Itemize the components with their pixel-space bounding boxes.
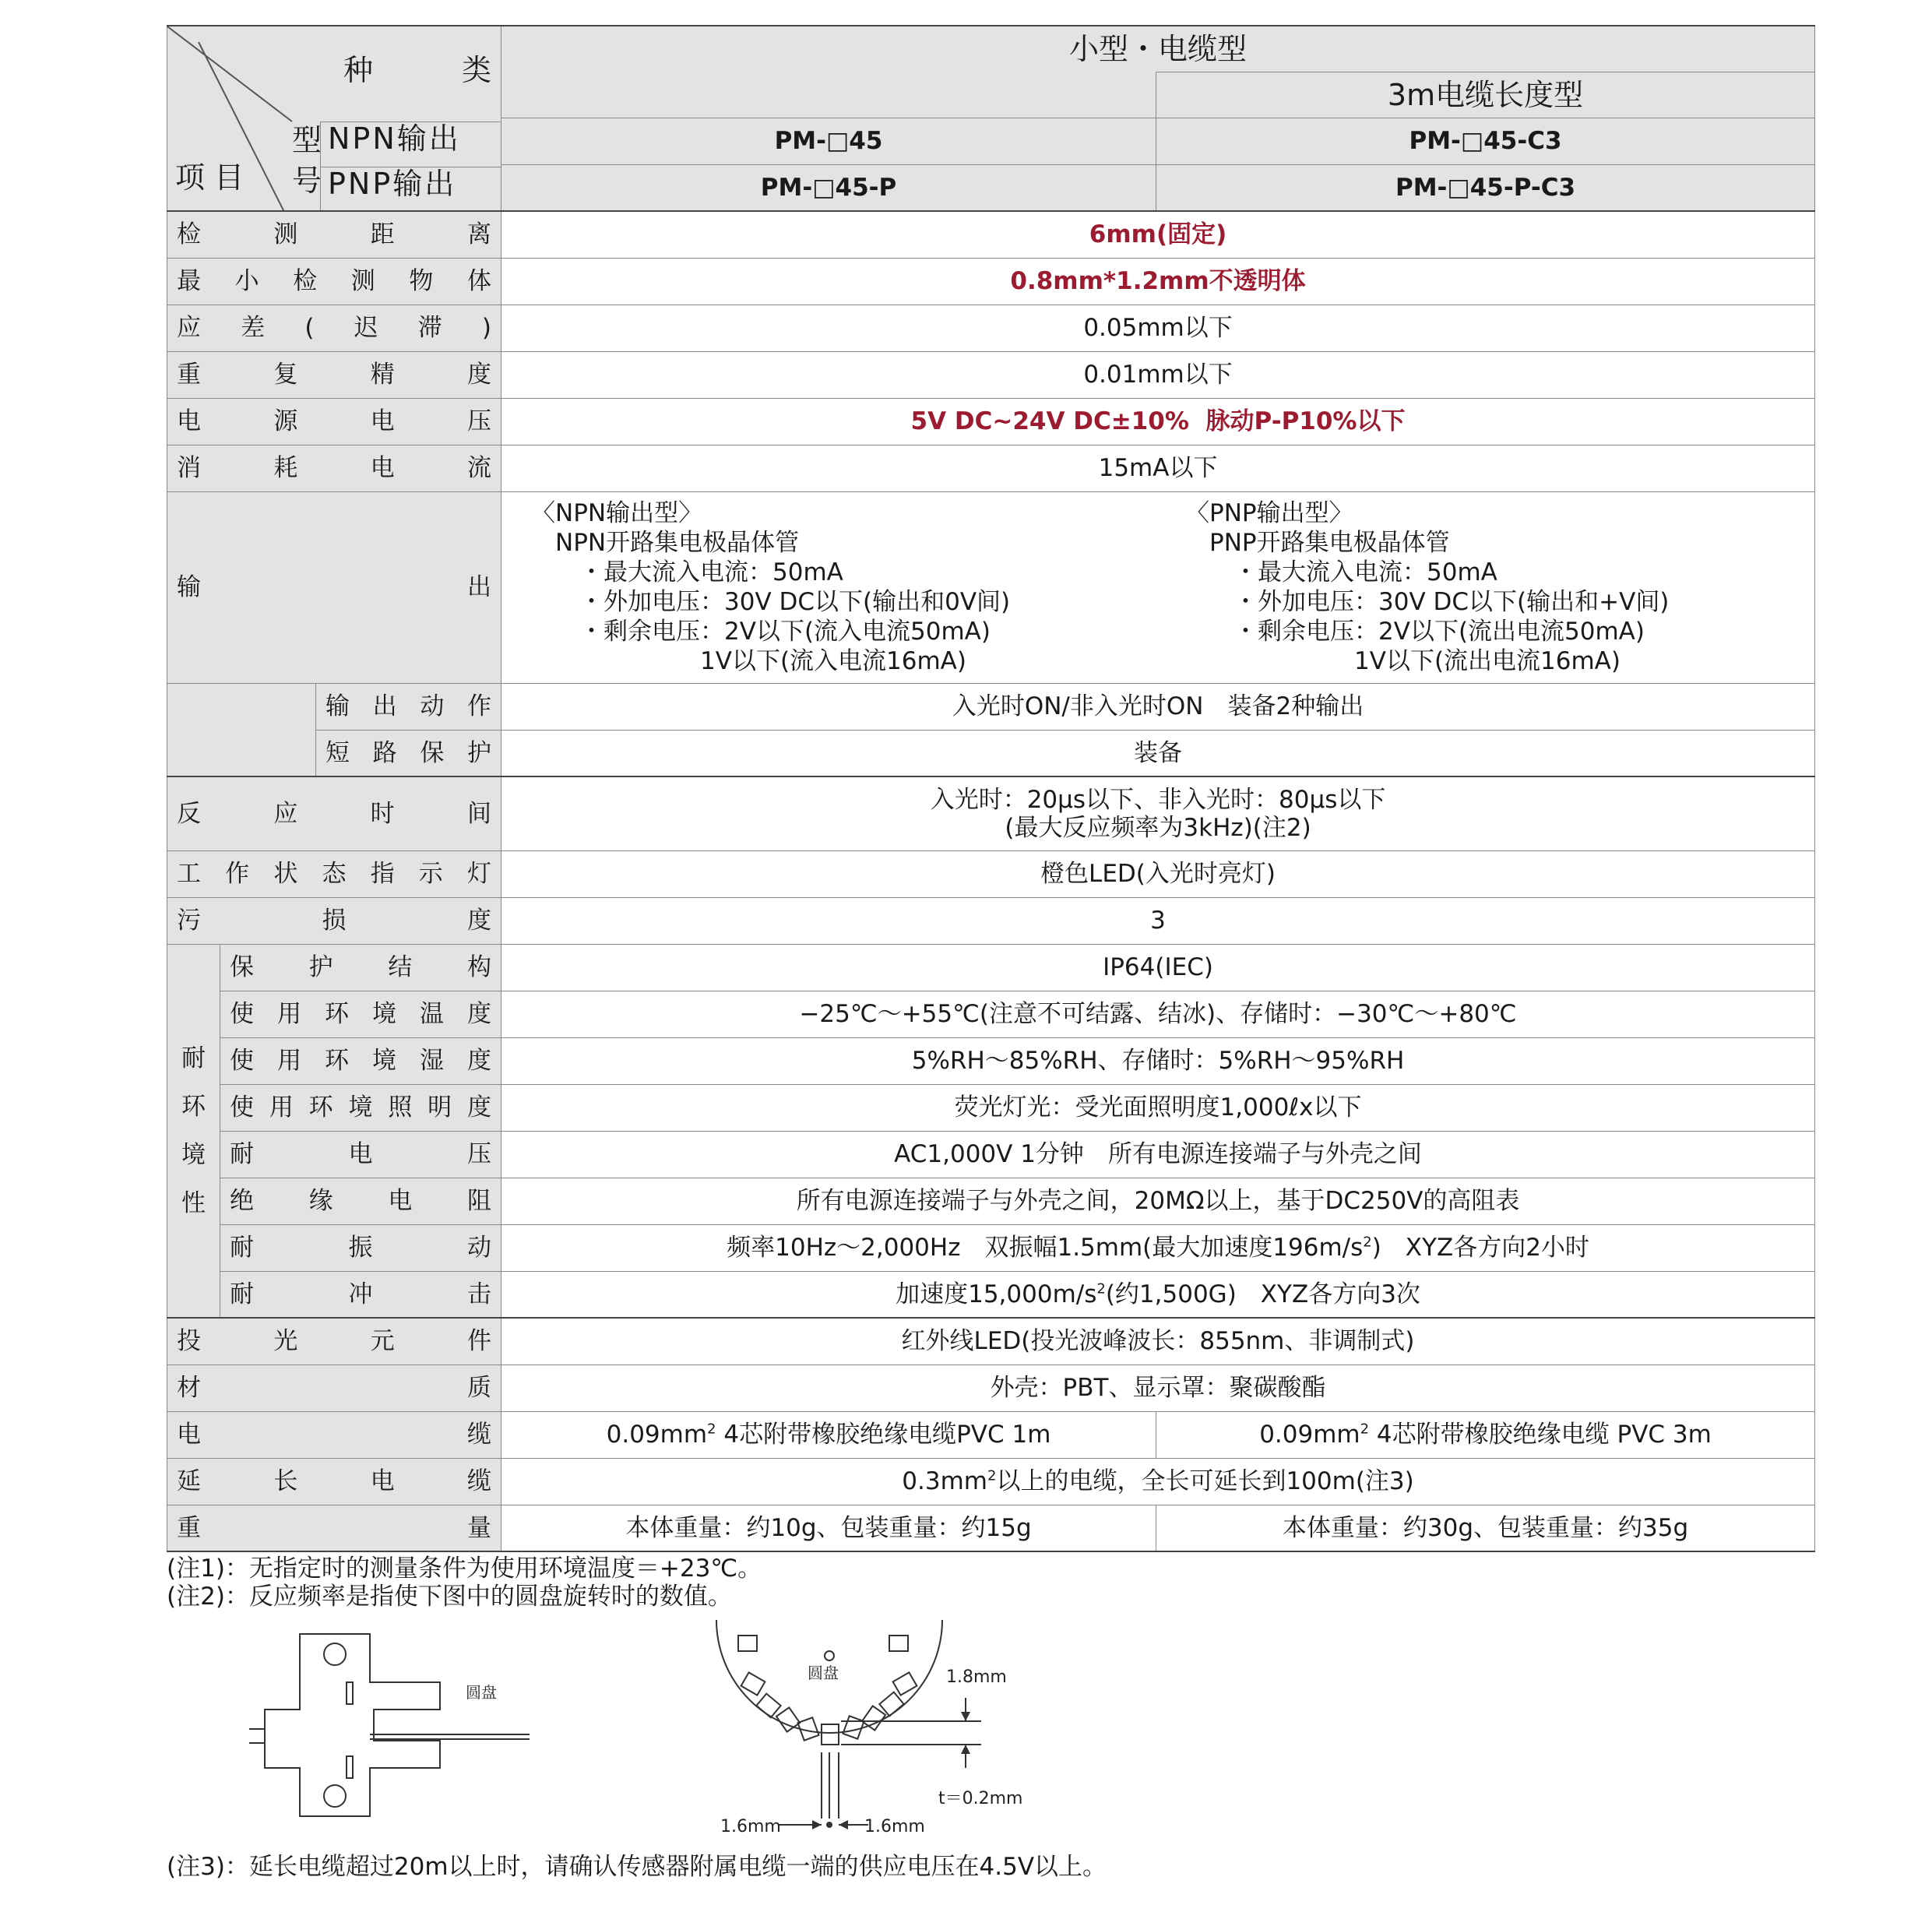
detect-distance-value: 6mm(固定) [501,211,1815,258]
dim-1-6mm-left: 1.6mm [720,1817,781,1836]
output-spec-cell [501,491,1815,683]
row-label-weight [167,1505,501,1551]
row-label-vibration [220,1224,501,1271]
row-label-temperature [220,991,501,1037]
short-protect-value: 装备 [501,730,1815,776]
row-label-material [167,1364,501,1411]
npn-output-label: NPN输出 [328,121,461,156]
row-label-indicator [167,850,501,897]
row-label-text: 输 出 动 作 [326,692,492,720]
repeatability-value: 0.01mm以下 [501,351,1815,398]
spec-sheet [167,25,1814,1552]
protection-value: IP64(IEC) [501,944,1815,991]
hysteresis-value: 0.05mm以下 [501,305,1815,351]
row-label-text: 污 损 度 [177,907,491,935]
pnp-output-spec: 〈PNP输出型〉 PNP开路集电极晶体管 ・最大流入电流：50mA ・外加电压：30V DC以下(输出和+V间) ・剩余电压：2V以下(流出电流50mA) 1V以下(流出电流16mA) [1185,499,1670,675]
material-value: 外壳：PBT、显示罩：聚碳酸酯 [501,1364,1815,1411]
env-group-label: 耐 环 境 性 [167,944,220,1318]
note-2: (注2)：反应频率是指使下图中的圆盘旋转时的数值。 [167,1583,732,1611]
row-label-text: 绝 缘 电 阻 [230,1187,492,1215]
dim-thickness: t＝0.2mm [938,1789,1023,1808]
ext-cable-value: $0.3mm^2$以上的电缆，全长可延长到100m(注3) [501,1458,1815,1505]
indicator-value: 橙色LED(入光时亮灯) [501,850,1815,897]
humidity-value: 5%RH～85%RH、存储时：5%RH～95%RH [501,1037,1815,1084]
row-label-text: 使 用 环 境 湿 度 [230,1047,491,1075]
vibration-value: 频率10Hz～2,000Hz 双振幅1.5mm(最大加速度$196m/s^2$) XYZ各方向2小时 [501,1224,1815,1271]
cable-value-1m: $0.09mm^2$ 4芯附带橡胶绝缘电缆PVC 1m [501,1411,1156,1458]
weight-value-standard: 本体重量：约10g、包装重量：约15g [501,1505,1156,1551]
current-value: 15mA以下 [501,445,1815,491]
row-label-output-action [316,683,501,730]
pnp-model-c3: PM-□45-P-C3 [1156,164,1815,211]
dimension-arrows [812,1712,970,1829]
pnp-output-label: PNP输出 [328,167,457,201]
cable-length-type-title: 3m电缆长度型 [1156,72,1815,118]
row-label-humidity [220,1037,501,1084]
npn-model-standard: PM-□45 [501,118,1156,164]
response-value-line-2: (最大反应频率为3kHz)(注2) [1005,813,1311,842]
row-label-response [167,776,501,850]
row-label-shock [220,1271,501,1318]
row-label-supply-voltage [167,398,501,445]
disc-label-right: 圆盘 [808,1664,839,1682]
row-label-pollution [167,897,501,944]
row-label-text: 消 耗 电 流 [177,454,491,482]
row-label-withstand-voltage [220,1131,501,1178]
row-label-text: 耐 振 动 [230,1234,491,1262]
response-value-line-1: 入光时：20μs以下、非入光时：80μs以下 [930,785,1386,814]
row-label-text: 重 量 [177,1513,492,1542]
row-label-ext-cable [167,1458,501,1505]
disc-diagram [249,1620,1067,1854]
row-label-text: 检 测 距 离 [177,220,491,249]
model-label-top: 型 [292,123,322,157]
note-1: (注1)：无指定时的测量条件为使用环境温度＝+23℃。 [167,1555,762,1583]
spec-table [167,25,1815,1552]
dim-1-8mm: 1.8mm [946,1667,1007,1687]
insulation-value: 所有电源连接端子与外壳之间，20MΩ以上，基于DC250V的高阻表 [501,1178,1815,1224]
group-title: 小型・电缆型 [501,26,1815,72]
row-label-text: 输 出 [177,573,492,601]
item-label: 项 目 [175,160,245,195]
row-label-text: 使 用 环 境 照 明 度 [230,1093,491,1122]
npn-output-spec: 〈NPN输出型〉 NPN开路集电极晶体管 ・最大流入电流：50mA ・外加电压：30V DC以下(输出和0V间) ・剩余电压：2V以下(流入电流50mA) 1V以下(流入电流16mA) [531,499,1011,675]
row-label-text: 耐 冲 击 [230,1280,491,1308]
row-label-text: 电 缆 [177,1421,492,1449]
temperature-value: −25℃～+55℃(注意不可结露、结冰)、存储时：−30℃～+80℃ [501,991,1815,1037]
dim-1-6mm-right: 1.6mm [864,1817,925,1836]
response-value [501,776,1815,850]
row-label-short-protect [316,730,501,776]
shock-value: 加速度$15,000m/s^2$(约1,500G) XYZ各方向3次 [501,1271,1815,1318]
row-label-text: 延 长 电 缆 [177,1467,491,1495]
row-label-text: 耐 电 压 [230,1140,491,1168]
row-label-repeatability [167,351,501,398]
row-label-text: 使 用 环 境 温 度 [230,1000,491,1028]
model-label-bottom: 号 [292,164,322,198]
row-label-text: 应 差 ( 迟 滞 ) [177,314,491,342]
row-label-emitter [167,1318,501,1364]
row-label-insulation [220,1178,501,1224]
row-label-text: 重 复 精 度 [177,361,491,389]
row-label-text: 工 作 状 态 指 示 灯 [177,860,491,888]
row-label-current [167,445,501,491]
row-label-protection [220,944,501,991]
row-label-min-object [167,258,501,305]
row-label-text: 最 小 检 测 物 体 [177,267,491,295]
row-label-detect-distance [167,211,501,258]
row-label-hysteresis [167,305,501,351]
supply-voltage-value: 5V DC~24V DC±10% 脉动P-P10%以下 [501,398,1815,445]
row-label-illuminance [220,1084,501,1131]
row-label-text: 电 源 电 压 [177,407,491,435]
sensor-outline [249,1634,530,1816]
header-corner-cell [167,26,501,211]
cable-value-3m: $0.09mm^2$ 4芯附带橡胶绝缘电缆 PVC 3m [1156,1411,1815,1458]
pnp-model-standard: PM-□45-P [501,164,1156,211]
kind-label: 种 类 [343,53,491,87]
row-label-text: 保 护 结 构 [230,953,492,981]
emitter-value: 红外线LED(投光波峰波长：855nm、非调制式) [501,1318,1815,1364]
illuminance-value: 荧光灯光：受光面照明度1,000ℓx以下 [501,1084,1815,1131]
output-action-value: 入光时ON/非入光时ON 装备2种输出 [501,683,1815,730]
min-object-value: 0.8mm*1.2mm不透明体 [501,258,1815,305]
row-label-text: 反 应 时 间 [177,799,491,828]
disc-label-left: 圆盘 [466,1683,497,1702]
npn-model-c3: PM-□45-C3 [1156,118,1815,164]
row-label-text: 投 光 元 件 [177,1327,491,1356]
pollution-value: 3 [501,897,1815,944]
weight-value-c3: 本体重量：约30g、包装重量：约35g [1156,1505,1815,1551]
row-label-text: 短 路 保 护 [326,738,492,767]
withstand-voltage-value: AC1,000V 1分钟 所有电源连接端子与外壳之间 [501,1131,1815,1178]
row-label-output [167,491,501,683]
note-3: (注3)：延长电缆超过20m以上时，请确认传感器附属电缆一端的供应电压在4.5V以上。 [167,1853,1107,1881]
row-label-cable [167,1411,501,1458]
row-label-text: 材 质 [177,1374,492,1402]
